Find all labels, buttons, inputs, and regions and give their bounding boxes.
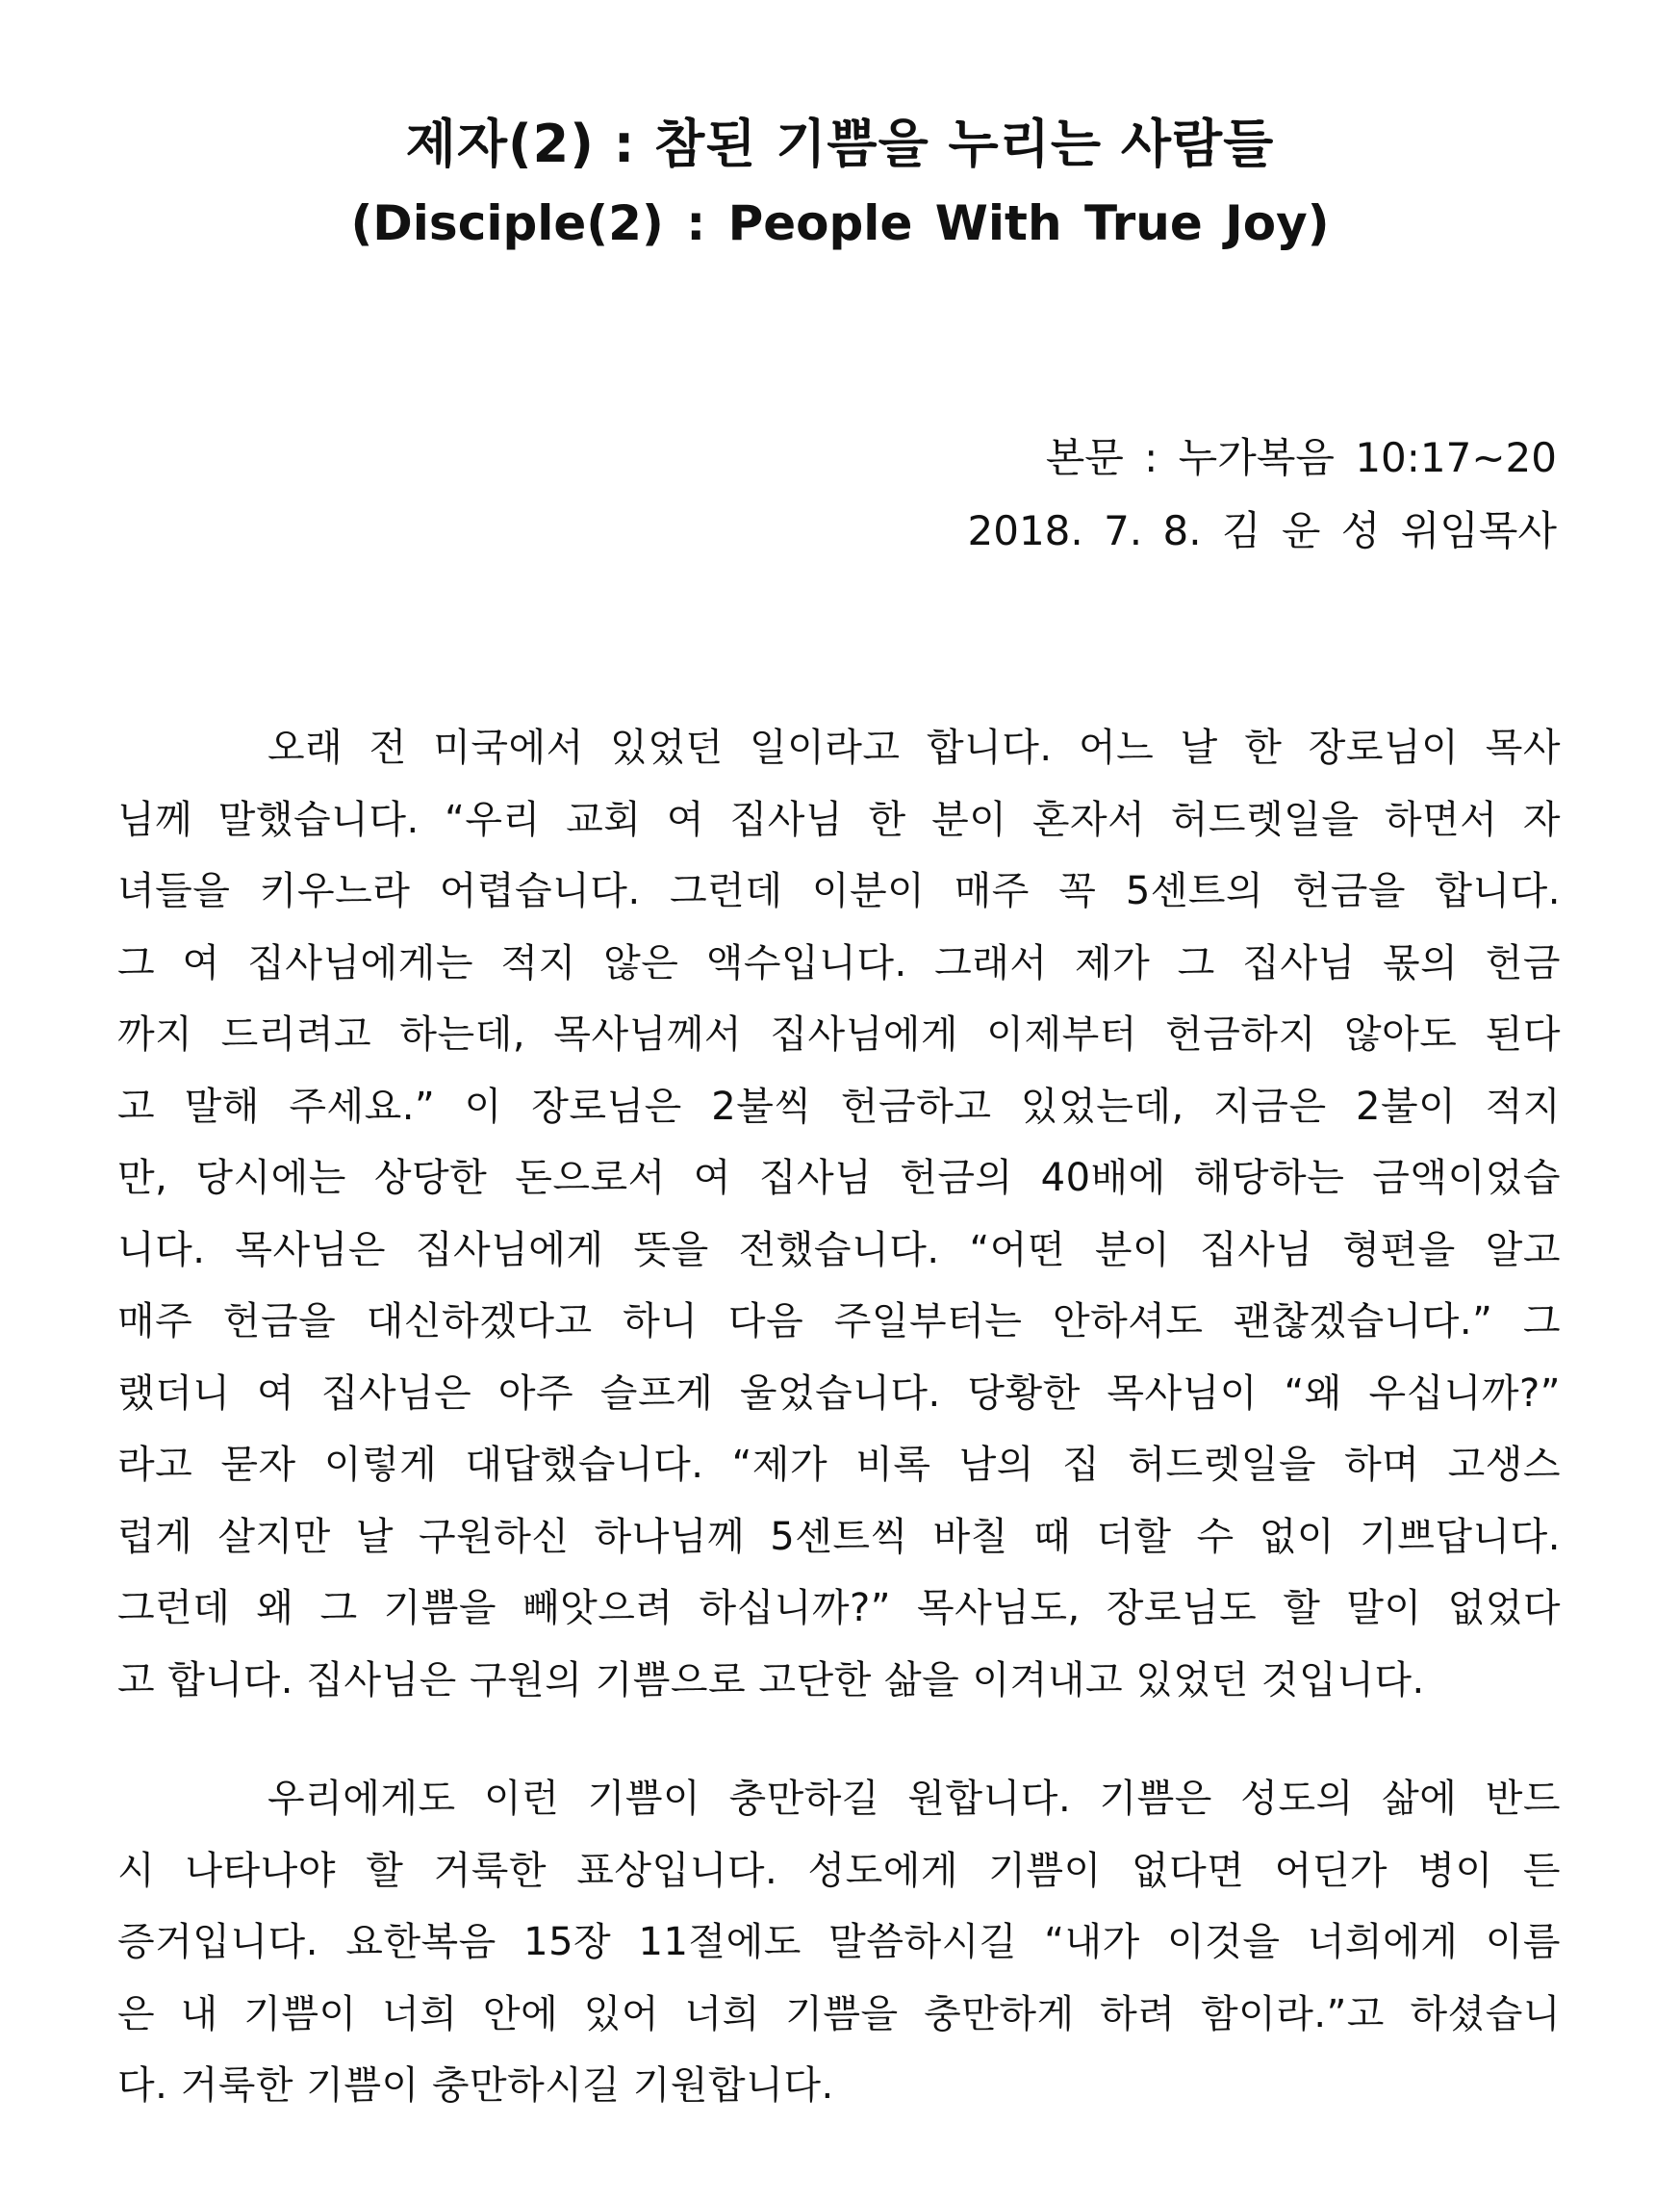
paragraph-line: 라고 묻자 이렇게 대답했습니다. “제가 비록 남의 집 허드렛일을 하며 고생스 xyxy=(117,1443,1561,1487)
paragraph-line: 증거입니다. 요한복음 15장 11절에도 말씀하시길 “내가 이것을 너희에게 이름 xyxy=(117,1920,1561,1964)
paragraph-line: 니다. 목사님은 집사님에게 뜻을 전했습니다. “어떤 분이 집사님 형편을 알고 xyxy=(117,1227,1561,1272)
paragraph-line: 만, 당시에는 상당한 돈으로서 여 집사님 헌금의 40배에 해당하는 금액이었습 xyxy=(117,1156,1561,1200)
sermon-meta xyxy=(968,422,1558,568)
paragraph-line: 님께 말했습니다. “우리 교회 여 집사님 한 분이 혼자서 허드렛일을 하면서 자 xyxy=(117,797,1561,842)
paragraph-line: 녀들을 키우느라 어렵습니다. 그런데 이분이 매주 꼭 5센트의 헌금을 합니다. xyxy=(117,869,1561,913)
paragraph-line: 럽게 살지만 날 구원하신 하나님께 5센트씩 바칠 때 더할 수 없이 기쁘답니다. xyxy=(117,1514,1561,1559)
sermon-title: 제자(2) : 참된 기쁨을 누리는 사람들 xyxy=(405,114,1275,174)
sermon-subtitle: (Disciple(2) : People With True Joy) xyxy=(350,195,1330,251)
scripture-reference: 본문 : 누가복음 10:17~20 xyxy=(1045,434,1557,481)
date-and-author: 2018. 7. 8. 김 운 성 위임목사 xyxy=(967,507,1557,554)
paragraph-2 xyxy=(117,1763,1561,2122)
paragraph-line: 오래 전 미국에서 있었던 일이라고 합니다. 어느 날 한 장로님이 목사 xyxy=(267,726,1561,770)
title-block xyxy=(0,106,1680,264)
paragraph-line: 그런데 왜 그 기쁨을 빼앗으려 하십니까?” 목사님도, 장로님도 할 말이 없었다 xyxy=(117,1586,1561,1630)
paragraph-line: 은 내 기쁨이 너희 안에 있어 너희 기쁨을 충만하게 하려 함이라.”고 하셨습니 xyxy=(117,1991,1561,2036)
paragraph-line: 그 여 집사님에게는 적지 않은 액수입니다. 그래서 제가 그 집사님 몫의 헌금 xyxy=(117,940,1561,985)
paragraph-line: 시 나타나야 할 거룩한 표상입니다. 성도에게 기쁨이 없다면 어딘가 병이 든 xyxy=(117,1848,1561,1893)
paragraph-1 xyxy=(117,712,1561,1716)
paragraph-line: 다. 거룩한 기쁨이 충만하시길 기원합니다. xyxy=(117,2063,834,2108)
paragraph-line: 까지 드리려고 하는데, 목사님께서 집사님에게 이제부터 헌금하지 않아도 된다 xyxy=(117,1012,1561,1057)
paragraph-line: 우리에게도 이런 기쁨이 충만하길 원합니다. 기쁨은 성도의 삶에 반드 xyxy=(267,1777,1561,1821)
paragraph-line: 매주 헌금을 대신하겠다고 하니 다음 주일부터는 안하셔도 괜찮겠습니다.” 그 xyxy=(117,1299,1561,1344)
paragraph-line: 고 말해 주세요.” 이 장로님은 2불씩 헌금하고 있었는데, 지금은 2불이 적지 xyxy=(117,1084,1561,1129)
paragraph-line: 랬더니 여 집사님은 아주 슬프게 울었습니다. 당황한 목사님이 “왜 우십니까?” xyxy=(117,1370,1561,1416)
paragraph-line: 고 합니다. 집사님은 구원의 기쁨으로 고단한 삶을 이겨내고 있었던 것입니다. xyxy=(117,1657,1425,1702)
